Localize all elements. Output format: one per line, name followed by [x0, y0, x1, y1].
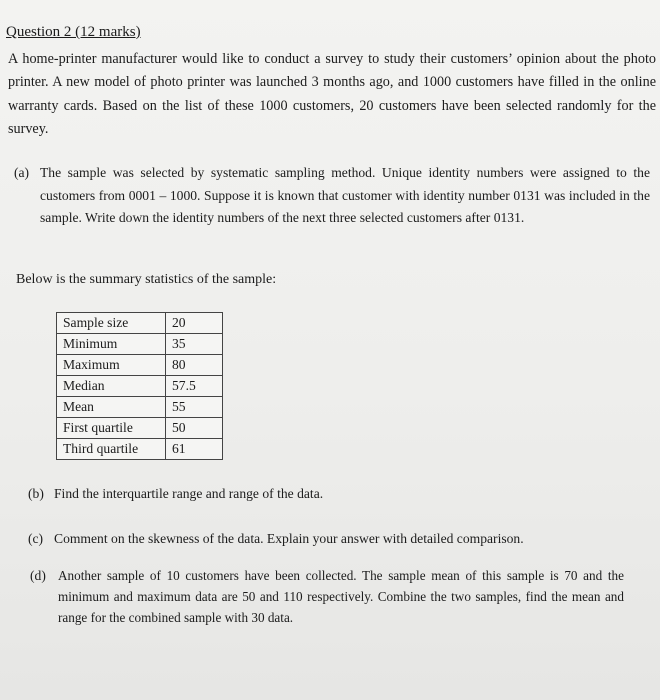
table-row	[57, 355, 223, 376]
table-row	[57, 313, 223, 334]
part-label: (a)	[14, 165, 30, 180]
table-row	[57, 418, 223, 439]
stat-value: 55	[166, 397, 223, 418]
stat-name: First quartile	[57, 418, 166, 439]
stat-value: 20	[166, 313, 223, 334]
stat-name: Maximum	[57, 355, 166, 376]
table-row	[57, 334, 223, 355]
table-row	[57, 376, 223, 397]
stat-value: 35	[166, 334, 223, 355]
part-text: Another sample of 10 customers have been collected. The sample mean of this sample is 70 and the minimum and maximum data are 50 and 110 respectively. Combine the two samples, find the mean and range for the combined sample with 30 data.	[58, 568, 624, 625]
stat-name: Minimum	[57, 334, 166, 355]
part-label: (b)	[28, 486, 44, 501]
table-row	[57, 397, 223, 418]
stat-name: Sample size	[57, 313, 166, 334]
question-title: Question 2 (12 marks)	[6, 24, 141, 40]
part-label: (d)	[30, 568, 46, 583]
part-text: Find the interquartile range and range of the data.	[54, 486, 324, 501]
stat-name: Third quartile	[57, 439, 166, 460]
stat-value: 50	[166, 418, 223, 439]
summary-statistics-table	[56, 312, 223, 460]
table-row	[57, 439, 223, 460]
stat-value: 80	[166, 355, 223, 376]
stat-name: Median	[57, 376, 166, 397]
part-text: The sample was selected by systematic sampling method. Unique identity numbers were assigned to the customers from 0001 – 1000. Suppose it is known that customer with identity number 0131 was included in the sample. Write down the identity numbers of the next three selected customers after 0131.	[40, 165, 650, 225]
part-text: Comment on the skewness of the data. Explain your answer with detailed comparison.	[54, 531, 524, 546]
summary-intro: Below is the summary statistics of the sample:	[16, 272, 277, 287]
question-intro: A home-printer manufacturer would like to conduct a survey to study their customers’ opinion about the photo printer. A new model of photo printer was launched 3 months ago, and 1000 customers have filled in the online warranty cards. Based on the list of these 1000 customers, 20 customers have been selected randomly for the survey.	[8, 51, 656, 137]
part-label: (c)	[28, 531, 44, 546]
stat-value: 57.5	[166, 376, 223, 397]
stat-value: 61	[166, 439, 223, 460]
stat-name: Mean	[57, 397, 166, 418]
